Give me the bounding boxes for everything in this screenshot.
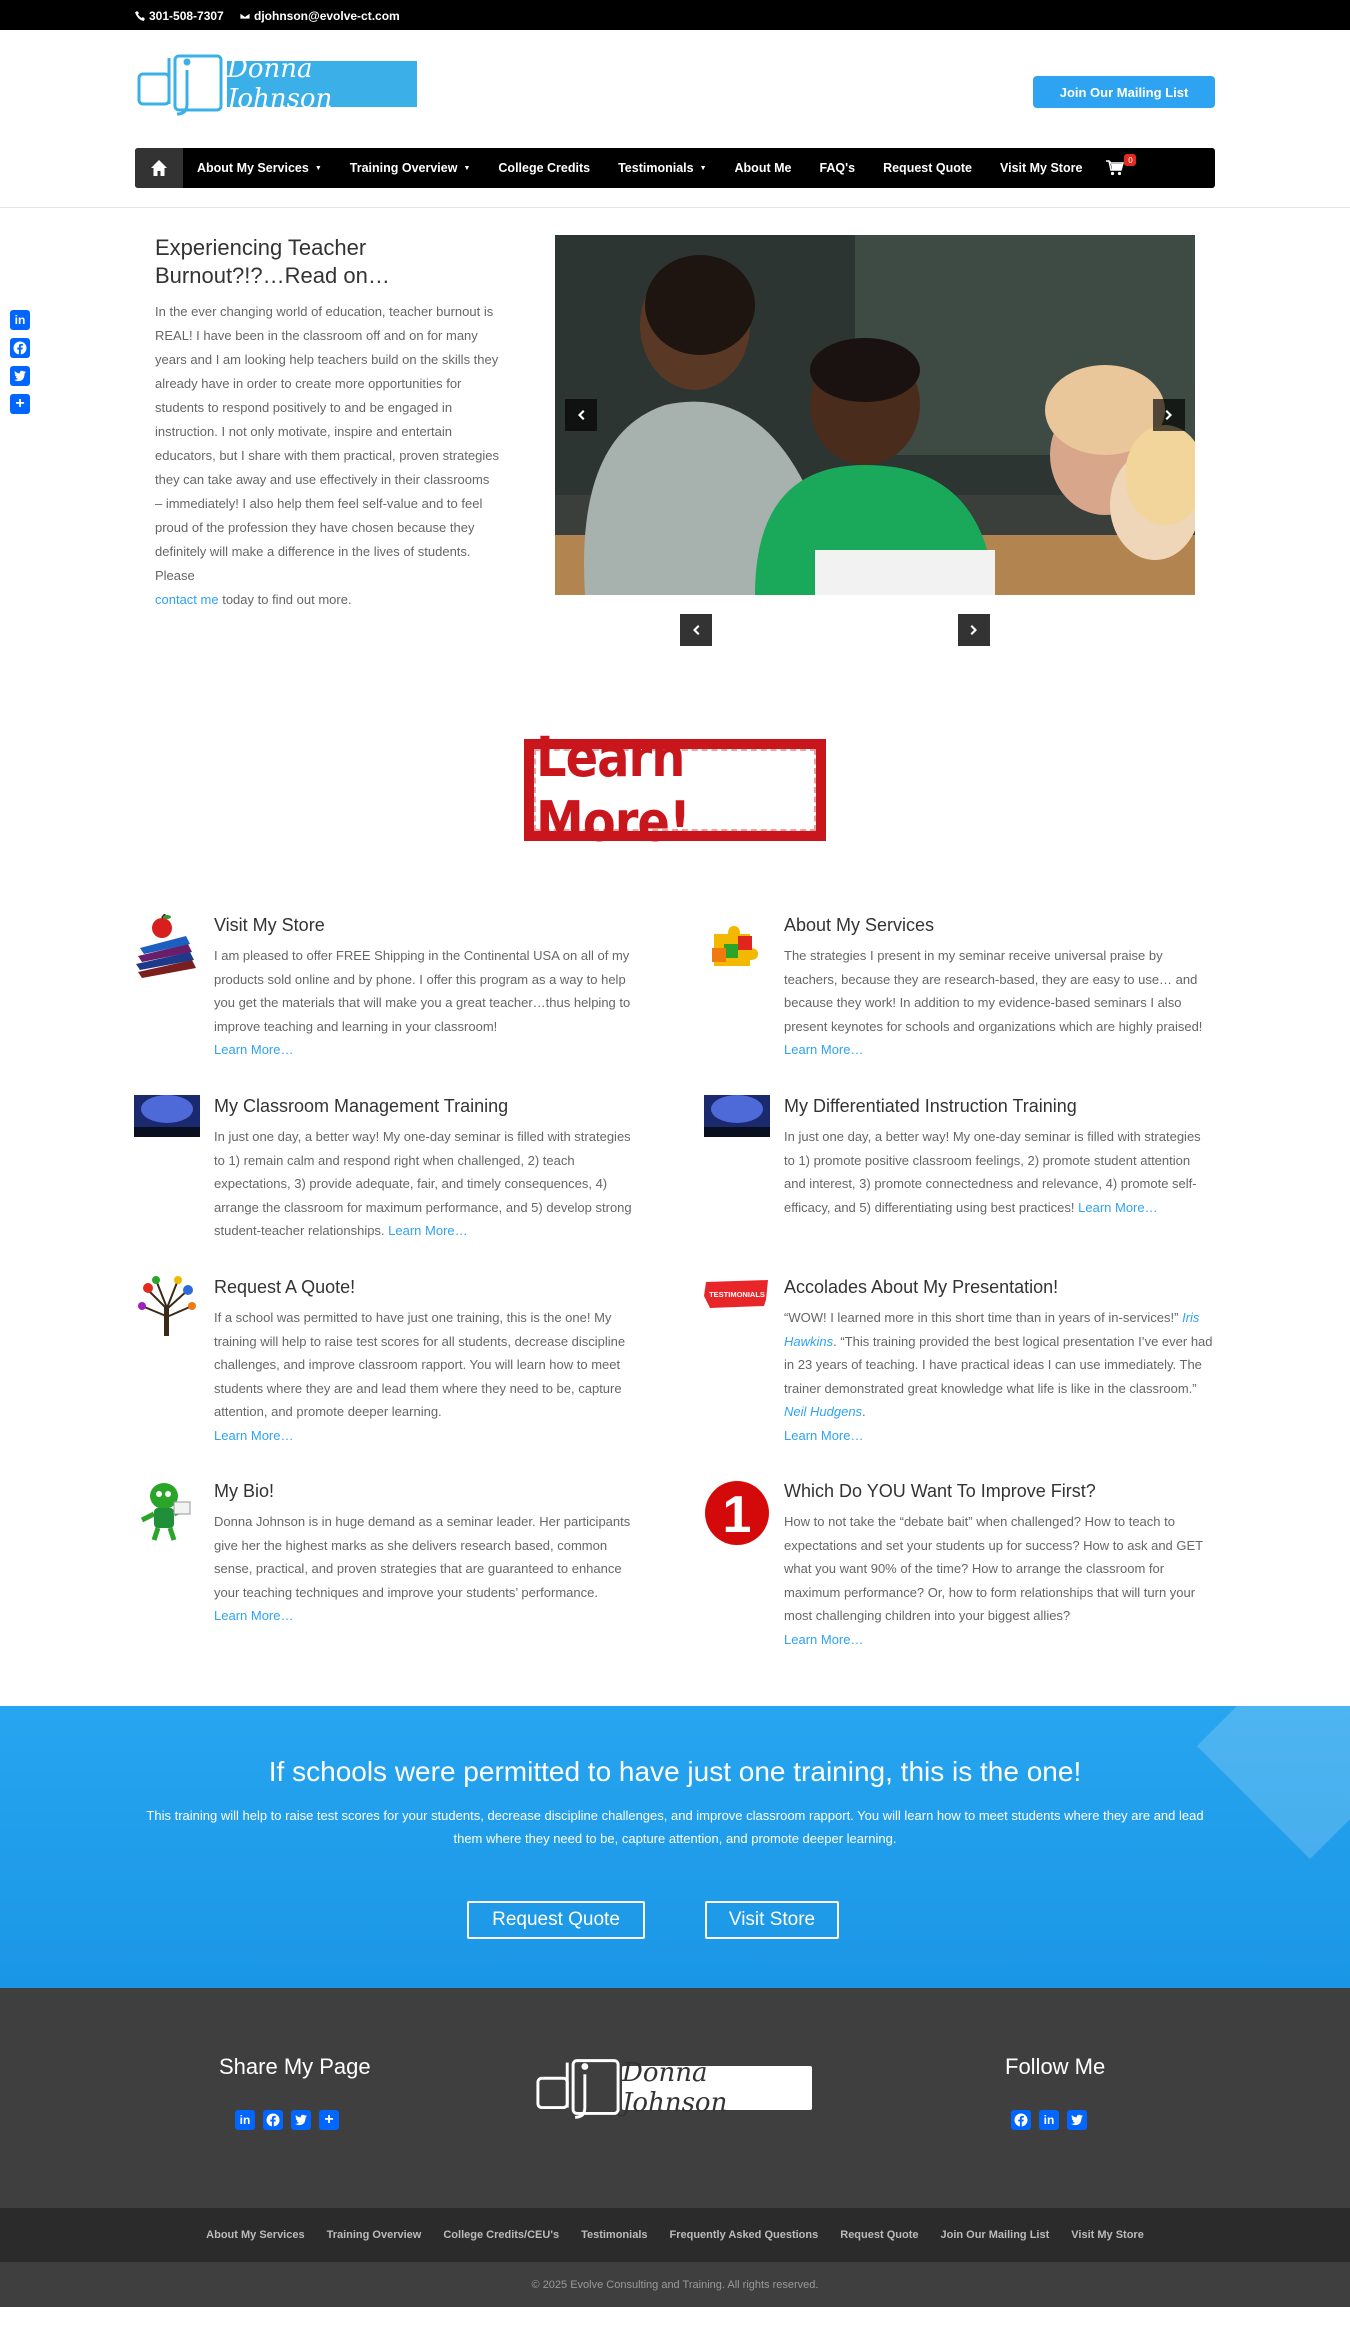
phone-contact[interactable]	[135, 9, 224, 23]
add-share-button[interactable]	[10, 394, 30, 414]
share-my-page-title: Share My Page	[219, 2054, 371, 2079]
top-bar	[0, 0, 1350, 30]
learn-more-stamp-button[interactable]	[524, 725, 826, 855]
plus-icon: +	[15, 395, 25, 412]
feature-text: In just one day, a better way! My one-day seminar is filled with strategies to 1) promote positive classroom feelings, 2) promote student attention and interest, 3) promote connectedness and relevance, 4) promote self-efficacy, and 5) differentiating using best practices! Learn More…	[784, 1129, 1201, 1215]
feature-title: Which Do YOU Want To Improve First?	[784, 1481, 1096, 1501]
nav-college-credits[interactable]: College Credits	[498, 161, 591, 175]
footer-nav	[0, 2208, 1350, 2262]
feature-classroom-management	[214, 1095, 644, 1243]
feature-text: How to not take the “debate bait” when challenged? How to teach to expectations and set your students up for success? How to ask and GET what you want 90% of the time? How to arrange the classroom for maximum performance? Or, how to form relationships that will turn your most challenging children into your biggest allies? Learn More…	[784, 1514, 1203, 1647]
page-bottom-spacer	[0, 2307, 1350, 2328]
home-icon	[150, 159, 168, 177]
feature-request-a-quote	[214, 1276, 644, 1447]
classroom-photo	[555, 235, 1195, 595]
plus-icon: +	[324, 2111, 334, 2128]
cta-title: If schools were permitted to have just one training, this is the one!	[268, 1756, 1082, 1787]
nav-visit-my-store[interactable]: Visit My Store	[999, 161, 1083, 175]
phone-icon	[135, 11, 145, 21]
site-header	[0, 30, 1350, 208]
cartoon-character-icon	[134, 1480, 200, 1546]
join-mailing-list-button[interactable]: Join Our Mailing List	[1033, 76, 1215, 108]
learn-more-link[interactable]: Learn More…	[214, 1427, 294, 1443]
feature-about-my-services	[784, 914, 1214, 1062]
testimonials-splash-icon	[704, 1276, 770, 1342]
feature-accolades	[709, 1276, 1214, 1447]
puzzle-pieces-icon	[704, 914, 770, 980]
linkedin-icon: in	[14, 313, 26, 327]
slider-prev-button[interactable]	[565, 399, 597, 431]
nav-training-overview[interactable]: Training Overview ▼	[349, 161, 471, 175]
site-logo[interactable]	[135, 52, 417, 116]
footer-link-testimonials[interactable]: Testimonials	[581, 2229, 648, 2241]
add-share-button[interactable]	[319, 2110, 339, 2130]
slider-next-button[interactable]	[1153, 399, 1185, 431]
feature-my-bio	[214, 1480, 644, 1628]
caret-down-icon: ▼	[463, 164, 471, 172]
contact-me-link[interactable]: contact me	[155, 592, 219, 607]
follow-icons	[1011, 2110, 1087, 2130]
feature-differentiated-instruction	[784, 1095, 1214, 1219]
learn-more-link[interactable]: Learn More…	[214, 1608, 294, 1623]
books-apple-icon	[134, 914, 200, 980]
logo-name: Donna Johnson	[227, 61, 417, 107]
feature-text: If a school was permitted to have just one training, this is the one! My training will help to raise test scores for all students, decrease discipline challenges, and improve classroom rapport. You will learn how to meet students where they are and lead them where they need to be, capture attention, and promote deeper learning. Learn More…	[214, 1310, 626, 1443]
feature-title: Visit My Store	[214, 915, 325, 935]
cta-text: This training will help to raise test scores for your students, decrease discipline challenges, and improve classroom rapport. You will learn how to meet students where they are and lead them where they need to be, capture attention, and promote deeper learning.	[146, 1808, 1204, 1846]
stamp-text: Learn More!	[536, 725, 690, 855]
twitter-icon	[294, 2113, 308, 2127]
visit-store-button[interactable]: Visit Store	[705, 1901, 839, 1939]
request-quote-button[interactable]: Request Quote	[467, 1901, 645, 1939]
footer-link-college-credits[interactable]: College Credits/CEU's	[443, 2229, 560, 2241]
footer-logo[interactable]	[534, 2056, 812, 2120]
nav-testimonials[interactable]: Testimonials ▼	[618, 161, 707, 175]
linkedin-follow-button[interactable]	[1039, 2110, 1059, 2130]
linkedin-share-button[interactable]	[10, 310, 30, 330]
dj-logo-mark	[135, 52, 225, 116]
cta-section	[0, 1706, 1350, 1988]
testimonials-label: TESTIMONIALS	[709, 1290, 765, 1299]
home-button[interactable]	[135, 148, 183, 188]
main-nav	[135, 148, 1215, 188]
feature-text: Donna Johnson is in huge demand as a seminar leader. Her participants give her the highest marks as she delivers research based, common sense, practical, and proven strategies that are guaranteed to enhance your teaching techniques and improve your students’ performance. Learn More…	[214, 1514, 631, 1623]
twitter-icon	[1070, 2113, 1084, 2127]
twitter-follow-button[interactable]	[1067, 2110, 1087, 2130]
feature-text: “WOW! I learned more in this short time than in years of in-services!” Iris Hawkins. “This training provided the best logical presentation I’ve ever had in 23 years of teaching. I have practical ideas I can use immediately. The trainer demonstrated great knowledge what life is like in the classroom.” Neil Hudgens. Learn More…	[784, 1310, 1213, 1443]
intro-title: Experiencing Teacher Burnout?!?…Read on…	[155, 235, 390, 288]
facebook-icon	[13, 341, 27, 355]
footer-link-visit-my-store[interactable]: Visit My Store	[1071, 2229, 1144, 2241]
learn-more-link[interactable]: Learn More…	[1078, 1199, 1158, 1215]
learn-more-link[interactable]: Learn More…	[784, 1042, 864, 1057]
facebook-share-button[interactable]	[10, 338, 30, 358]
feature-visit-my-store	[214, 914, 644, 1062]
caret-down-icon: ▼	[314, 164, 322, 172]
twitter-icon	[13, 369, 27, 383]
feature-title: About My Services	[784, 915, 935, 935]
facebook-icon	[266, 2113, 280, 2127]
floating-share-bar	[10, 310, 30, 414]
image-slider	[555, 235, 1195, 595]
share-icons	[235, 2110, 339, 2130]
chevron-left-icon	[575, 409, 587, 421]
envelope-icon	[240, 11, 250, 21]
footer-link-mailing-list[interactable]: Join Our Mailing List	[940, 2229, 1050, 2241]
learn-more-link[interactable]: Learn More…	[214, 1042, 294, 1057]
linkedin-icon: in	[239, 2113, 251, 2127]
feature-text: The strategies I present in my seminar receive universal praise by teachers, because they are research-based, they are easy to use… and because they work! In addition to my evidence-based seminars I also present keynotes for schools and organizations which are highly praised! Learn More…	[784, 948, 1203, 1057]
testimonial-author: Iris Hawkins	[784, 1310, 1200, 1349]
feature-title: Request A Quote!	[214, 1277, 356, 1297]
caret-down-icon: ▼	[699, 164, 707, 172]
carousel-next-button[interactable]	[958, 614, 990, 646]
chevron-right-icon	[1163, 409, 1175, 421]
email-contact[interactable]	[240, 9, 400, 23]
footer-link-faq[interactable]: Frequently Asked Questions	[669, 2229, 819, 2241]
dj-logo-mark	[534, 2056, 622, 2120]
chevron-right-icon	[968, 624, 980, 636]
nav-about-my-services[interactable]: About My Services ▼	[197, 161, 322, 175]
cart-count-badge: 0	[1124, 154, 1136, 166]
colorful-tree-icon	[134, 1276, 200, 1342]
footer-link-about-my-services[interactable]: About My Services	[206, 2229, 305, 2241]
footer-link-training-overview[interactable]: Training Overview	[326, 2229, 422, 2241]
carousel-prev-button[interactable]	[680, 614, 712, 646]
stage-lights-icon	[704, 1095, 770, 1161]
phone-number: 301-508-7307	[149, 9, 224, 23]
nav-faqs[interactable]: FAQ's	[819, 161, 856, 175]
cart-icon	[1106, 160, 1124, 176]
intro-text: In the ever changing world of education, teacher burnout is REAL! I have been in the classroom off and on for many years and I am looking help teachers build on the skills they already have in order to create more opportunities for students to respond positively to and be engaged in instruction. I not only motivate, inspire and entertain educators, but I share with them practical, proven strategies they can take away and use effectively in their classrooms – immediately! I also help them feel self-value and to feel proud of the profession they have chosen because they definitely will make a difference in the lives of students. Please contact me today to find out more.	[155, 304, 499, 607]
footer-logo-name: Donna Johnson	[622, 2066, 812, 2110]
chevron-left-icon	[690, 624, 702, 636]
learn-more-link[interactable]: Learn More…	[388, 1223, 468, 1238]
feature-title: My Differentiated Instruction Training	[784, 1096, 1077, 1116]
feature-title: My Bio!	[214, 1481, 275, 1501]
testimonial-author: Neil Hudgens	[784, 1404, 863, 1419]
twitter-share-button[interactable]	[291, 2110, 311, 2130]
number-one: 1	[722, 1486, 752, 1544]
nav-request-quote[interactable]: Request Quote	[883, 161, 972, 175]
learn-more-link[interactable]: Learn More…	[784, 1631, 864, 1647]
number-one-circle-icon	[704, 1480, 770, 1546]
feature-improve-first	[722, 1480, 1214, 1651]
learn-more-link[interactable]: Learn More…	[784, 1427, 864, 1443]
facebook-share-button[interactable]	[263, 2110, 283, 2130]
linkedin-share-button[interactable]	[235, 2110, 255, 2130]
facebook-follow-button[interactable]	[1011, 2110, 1031, 2130]
cart-button[interactable]	[1096, 155, 1134, 176]
stamp-inner	[534, 725, 816, 855]
twitter-share-button[interactable]	[10, 366, 30, 386]
facebook-icon	[1014, 2113, 1028, 2127]
nav-about-me[interactable]: About Me	[734, 161, 792, 175]
copyright: © 2025 Evolve Consulting and Training. All rights reserved.	[0, 2262, 1350, 2307]
linkedin-icon: in	[1043, 2113, 1055, 2127]
feature-text: I am pleased to offer FREE Shipping in the Continental USA on all of my products sold online and by phone. I offer this program as a way to help you get the materials that will make you a great teacher…thus helping to improve teaching and learning in your classroom! Learn More…	[214, 948, 631, 1057]
email-address: djohnson@evolve-ct.com	[254, 9, 400, 23]
stage-lights-icon	[134, 1095, 200, 1161]
follow-me-title: Follow Me	[1005, 2054, 1106, 2079]
footer-link-request-quote[interactable]: Request Quote	[840, 2229, 919, 2241]
feature-title: Accolades About My Presentation!	[784, 1277, 1059, 1297]
feature-title: My Classroom Management Training	[214, 1096, 509, 1116]
footer	[0, 1988, 1350, 2208]
feature-text: In just one day, a better way! My one-day seminar is filled with strategies to 1) remain calm and respond right when challenged, 2) teach expectations, 3) provide adequate, fair, and timely consequences, 4) arrange the classroom for maximum performance, and 5) develop strong student-teacher relationships. Learn More…	[214, 1129, 632, 1238]
